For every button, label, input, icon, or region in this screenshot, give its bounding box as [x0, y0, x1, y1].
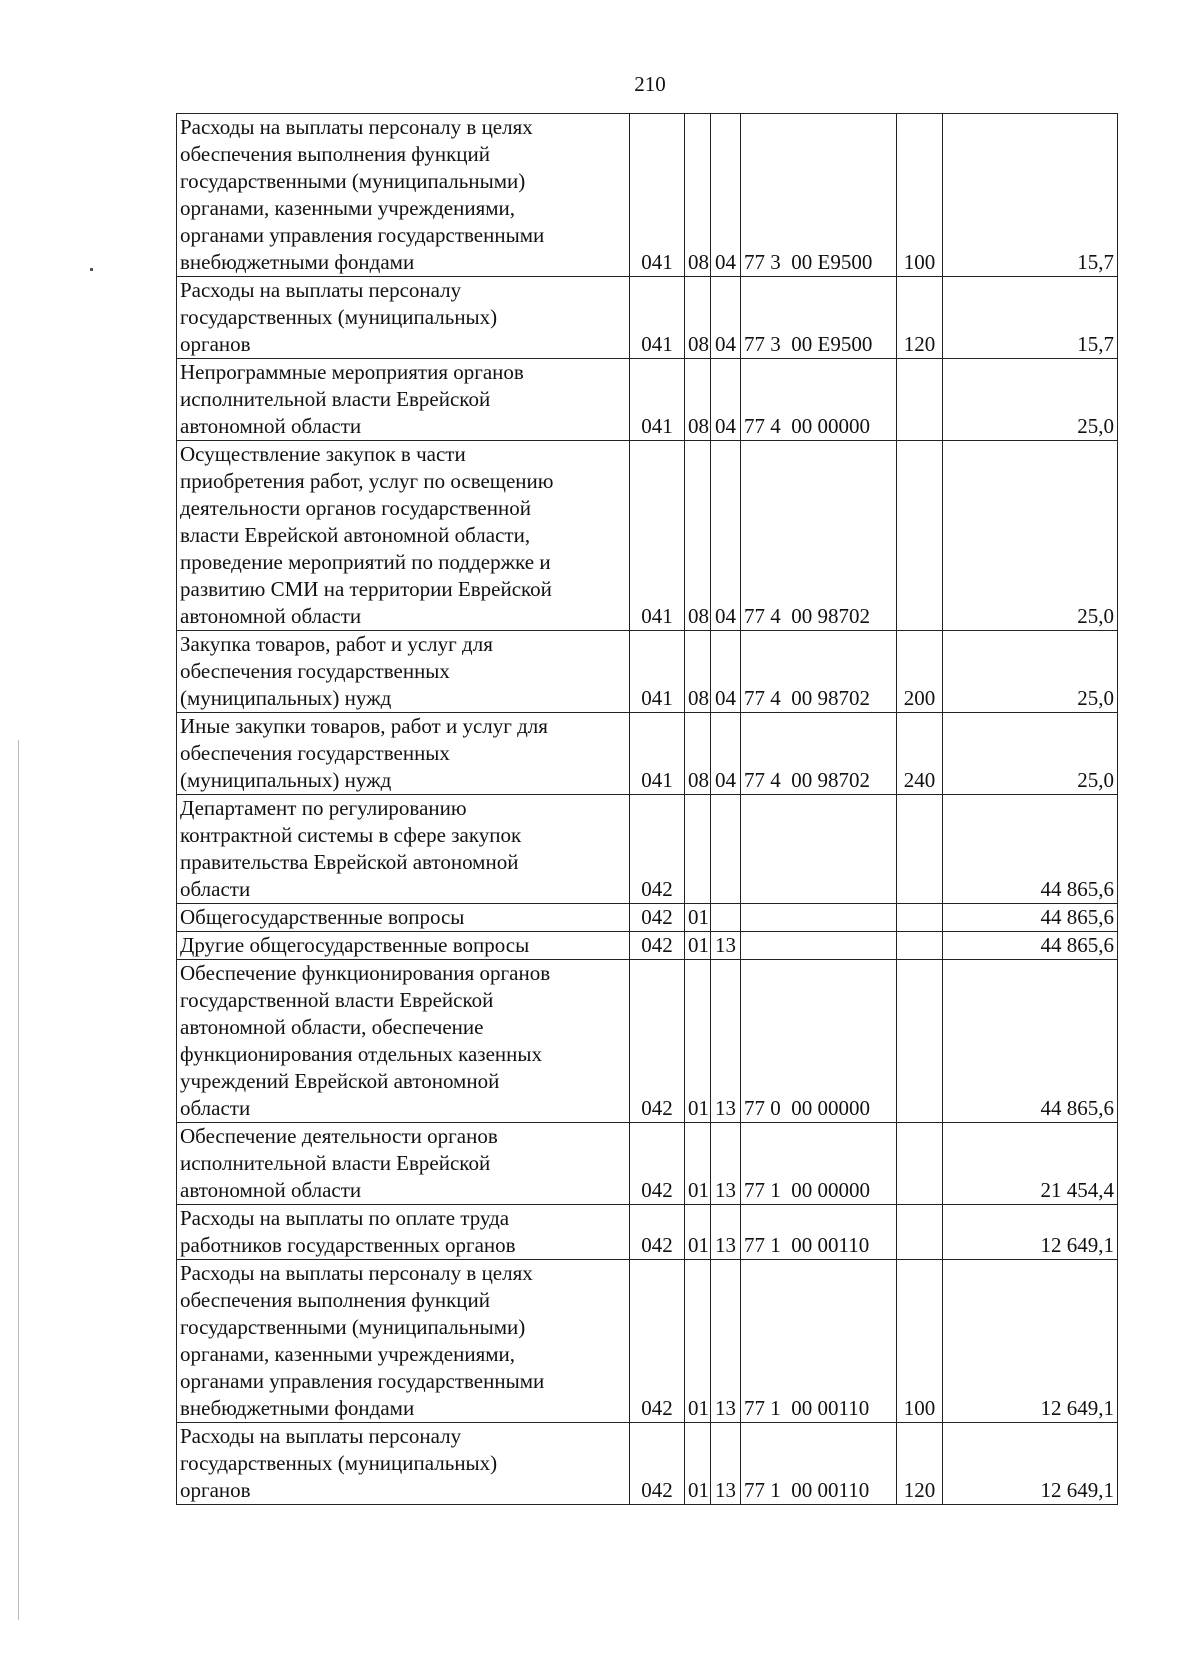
code-pr-cell: 13 — [711, 1205, 741, 1260]
amount-cell: 15,7 — [943, 114, 1118, 277]
item-name-line: автономной области, обеспечение — [180, 1015, 484, 1039]
code-pr-cell: 04 — [711, 359, 741, 441]
code-vr-cell: 100 — [897, 1260, 943, 1423]
item-name-line: органами, казенными учреждениями, — [180, 1342, 516, 1366]
item-name-line: внебюджетными фондами — [180, 250, 415, 274]
item-name-line: Расходы на выплаты персоналу — [180, 1424, 462, 1448]
amount-cell: 15,7 — [943, 277, 1118, 359]
code-pr-cell: 04 — [711, 713, 741, 795]
code-rz-cell: 08 — [685, 114, 711, 277]
table-row — [177, 1205, 1118, 1260]
item-name-line: Иные закупки товаров, работ и услуг для — [180, 714, 548, 738]
code-pr-cell: 13 — [711, 1123, 741, 1205]
table-row — [177, 904, 1118, 932]
code-rz-cell: 01 — [685, 1123, 711, 1205]
code-csr-cell: 77 1 00 00110 — [741, 1423, 897, 1505]
amount-cell: 25,0 — [943, 359, 1118, 441]
item-name-line: Общегосударственные вопросы — [180, 905, 465, 929]
code-pr-cell — [711, 795, 741, 904]
code-pr-cell: 04 — [711, 441, 741, 631]
item-name-line: исполнительной власти Еврейской — [180, 387, 491, 411]
item-name-line: Расходы на выплаты по оплате труда — [180, 1206, 510, 1230]
item-name-cell — [177, 114, 630, 277]
code-ved-cell: 042 — [630, 1205, 685, 1260]
code-vr-cell — [897, 1123, 943, 1205]
code-ved-cell: 041 — [630, 359, 685, 441]
code-csr-cell: 77 4 00 00000 — [741, 359, 897, 441]
code-pr-cell: 13 — [711, 960, 741, 1123]
item-name-line: государственными (муниципальными) — [180, 169, 526, 193]
amount-cell: 21 454,4 — [943, 1123, 1118, 1205]
code-vr-cell — [897, 359, 943, 441]
item-name-cell — [177, 904, 630, 932]
item-name-cell — [177, 1260, 630, 1423]
amount-cell: 12 649,1 — [943, 1260, 1118, 1423]
budget-table — [176, 113, 1118, 1505]
code-csr-cell — [741, 904, 897, 932]
item-name-line: Закупка товаров, работ и услуг для — [180, 632, 493, 656]
item-name-line: учреждений Еврейской автономной — [180, 1069, 500, 1093]
scan-edge-line — [18, 740, 19, 1620]
code-vr-cell: 100 — [897, 114, 943, 277]
code-ved-cell: 042 — [630, 795, 685, 904]
table-row — [177, 1123, 1118, 1205]
table-row — [177, 932, 1118, 960]
table-row — [177, 277, 1118, 359]
table-row — [177, 1423, 1118, 1505]
item-name-cell — [177, 631, 630, 713]
item-name-line: исполнительной власти Еврейской — [180, 1151, 491, 1175]
code-csr-cell: 77 4 00 98702 — [741, 441, 897, 631]
code-rz-cell: 08 — [685, 713, 711, 795]
code-rz-cell: 01 — [685, 1205, 711, 1260]
code-ved-cell: 042 — [630, 1423, 685, 1505]
code-vr-cell — [897, 441, 943, 631]
table-row — [177, 631, 1118, 713]
item-name-line: (муниципальных) нужд — [180, 768, 392, 792]
item-name-cell — [177, 1123, 630, 1205]
code-csr-cell: 77 4 00 98702 — [741, 713, 897, 795]
item-name-line: государственных (муниципальных) — [180, 305, 498, 329]
table-row — [177, 960, 1118, 1123]
code-csr-cell: 77 3 00 E9500 — [741, 114, 897, 277]
item-name-line: (муниципальных) нужд — [180, 686, 392, 710]
code-pr-cell: 04 — [711, 631, 741, 713]
page-number: 210 — [634, 72, 666, 96]
item-name-line: обеспечения выполнения функций — [180, 1288, 491, 1312]
code-csr-cell — [741, 795, 897, 904]
code-rz-cell: 08 — [685, 359, 711, 441]
item-name-line: Обеспечение функционирования органов — [180, 961, 551, 985]
item-name-line: области — [180, 1096, 251, 1120]
item-name-line: государственной власти Еврейской — [180, 988, 494, 1012]
table-row — [177, 795, 1118, 904]
item-name-cell — [177, 713, 630, 795]
code-ved-cell: 042 — [630, 1260, 685, 1423]
table-body — [177, 114, 1118, 1505]
item-name-line: Непрограммные мероприятия органов — [180, 360, 524, 384]
item-name-line: Осуществление закупок в части — [180, 442, 466, 466]
item-name-line: органами, казенными учреждениями, — [180, 196, 516, 220]
code-csr-cell: 77 3 00 E9500 — [741, 277, 897, 359]
code-csr-cell: 77 1 00 00110 — [741, 1205, 897, 1260]
code-rz-cell: 08 — [685, 441, 711, 631]
amount-cell: 25,0 — [943, 441, 1118, 631]
amount-cell: 44 865,6 — [943, 795, 1118, 904]
code-ved-cell: 041 — [630, 441, 685, 631]
amount-cell: 44 865,6 — [943, 904, 1118, 932]
table-row — [177, 441, 1118, 631]
item-name-line: области — [180, 877, 251, 901]
code-vr-cell — [897, 1205, 943, 1260]
code-ved-cell: 042 — [630, 1123, 685, 1205]
code-ved-cell: 041 — [630, 277, 685, 359]
item-name-cell — [177, 441, 630, 631]
code-rz-cell: 01 — [685, 904, 711, 932]
code-rz-cell: 08 — [685, 277, 711, 359]
code-pr-cell: 04 — [711, 277, 741, 359]
amount-cell: 44 865,6 — [943, 960, 1118, 1123]
item-name-line: Расходы на выплаты персоналу — [180, 278, 462, 302]
table-row — [177, 1260, 1118, 1423]
code-csr-cell — [741, 932, 897, 960]
table-row — [177, 114, 1118, 277]
item-name-cell — [177, 359, 630, 441]
item-name-line: Расходы на выплаты персоналу в целях — [180, 115, 533, 139]
code-rz-cell: 08 — [685, 631, 711, 713]
code-pr-cell: 04 — [711, 114, 741, 277]
item-name-line: автономной области — [180, 1178, 362, 1202]
code-pr-cell: 13 — [711, 1423, 741, 1505]
item-name-line: работников государственных органов — [180, 1233, 516, 1257]
code-rz-cell: 01 — [685, 932, 711, 960]
item-name-line: Расходы на выплаты персоналу в целях — [180, 1261, 533, 1285]
item-name-line: автономной области — [180, 604, 362, 628]
code-vr-cell — [897, 932, 943, 960]
code-vr-cell — [897, 904, 943, 932]
amount-cell: 25,0 — [943, 631, 1118, 713]
item-name-line: Департамент по регулированию — [180, 796, 467, 820]
code-vr-cell: 120 — [897, 277, 943, 359]
code-rz-cell: 01 — [685, 1260, 711, 1423]
item-name-line: приобретения работ, услуг по освещению — [180, 469, 554, 493]
table-row — [177, 713, 1118, 795]
item-name-line: власти Еврейской автономной области, — [180, 523, 531, 547]
amount-cell: 12 649,1 — [943, 1423, 1118, 1505]
item-name-cell — [177, 960, 630, 1123]
code-csr-cell: 77 1 00 00000 — [741, 1123, 897, 1205]
code-pr-cell: 13 — [711, 932, 741, 960]
amount-cell: 12 649,1 — [943, 1205, 1118, 1260]
code-vr-cell: 240 — [897, 713, 943, 795]
code-csr-cell: 77 0 00 00000 — [741, 960, 897, 1123]
item-name-line: Другие общегосударственные вопросы — [180, 933, 530, 957]
item-name-cell — [177, 1423, 630, 1505]
item-name-line: контрактной системы в сфере закупок — [180, 823, 522, 847]
code-ved-cell: 042 — [630, 960, 685, 1123]
code-rz-cell: 01 — [685, 1423, 711, 1505]
code-vr-cell: 120 — [897, 1423, 943, 1505]
code-ved-cell: 041 — [630, 713, 685, 795]
amount-cell: 44 865,6 — [943, 932, 1118, 960]
code-ved-cell: 041 — [630, 631, 685, 713]
item-name-line: обеспечения государственных — [180, 741, 450, 765]
item-name-line: обеспечения выполнения функций — [180, 142, 491, 166]
code-vr-cell — [897, 960, 943, 1123]
item-name-line: развитию СМИ на территории Еврейской — [180, 577, 552, 601]
code-pr-cell: 13 — [711, 1260, 741, 1423]
scan-speck — [90, 268, 93, 271]
table-row — [177, 359, 1118, 441]
code-ved-cell: 042 — [630, 904, 685, 932]
item-name-line: государственными (муниципальными) — [180, 1315, 526, 1339]
code-vr-cell — [897, 795, 943, 904]
item-name-line: органами управления государственными — [180, 1369, 545, 1393]
code-vr-cell: 200 — [897, 631, 943, 713]
item-name-line: органов — [180, 1478, 251, 1502]
code-csr-cell: 77 4 00 98702 — [741, 631, 897, 713]
item-name-line: Обеспечение деятельности органов — [180, 1124, 498, 1148]
item-name-cell — [177, 795, 630, 904]
item-name-line: органов — [180, 332, 251, 356]
item-name-line: обеспечения государственных — [180, 659, 450, 683]
amount-cell: 25,0 — [943, 713, 1118, 795]
code-rz-cell: 01 — [685, 960, 711, 1123]
item-name-cell — [177, 277, 630, 359]
code-rz-cell — [685, 795, 711, 904]
code-ved-cell: 042 — [630, 932, 685, 960]
item-name-cell — [177, 932, 630, 960]
item-name-line: правительства Еврейской автономной — [180, 850, 519, 874]
item-name-line: автономной области — [180, 414, 362, 438]
code-csr-cell: 77 1 00 00110 — [741, 1260, 897, 1423]
item-name-line: государственных (муниципальных) — [180, 1451, 498, 1475]
item-name-line: внебюджетными фондами — [180, 1396, 415, 1420]
item-name-line: проведение мероприятий по поддержке и — [180, 550, 551, 574]
item-name-line: органами управления государственными — [180, 223, 545, 247]
item-name-cell — [177, 1205, 630, 1260]
item-name-line: деятельности органов государственной — [180, 496, 531, 520]
code-ved-cell: 041 — [630, 114, 685, 277]
item-name-line: функционирования отдельных казенных — [180, 1042, 543, 1066]
code-pr-cell — [711, 904, 741, 932]
